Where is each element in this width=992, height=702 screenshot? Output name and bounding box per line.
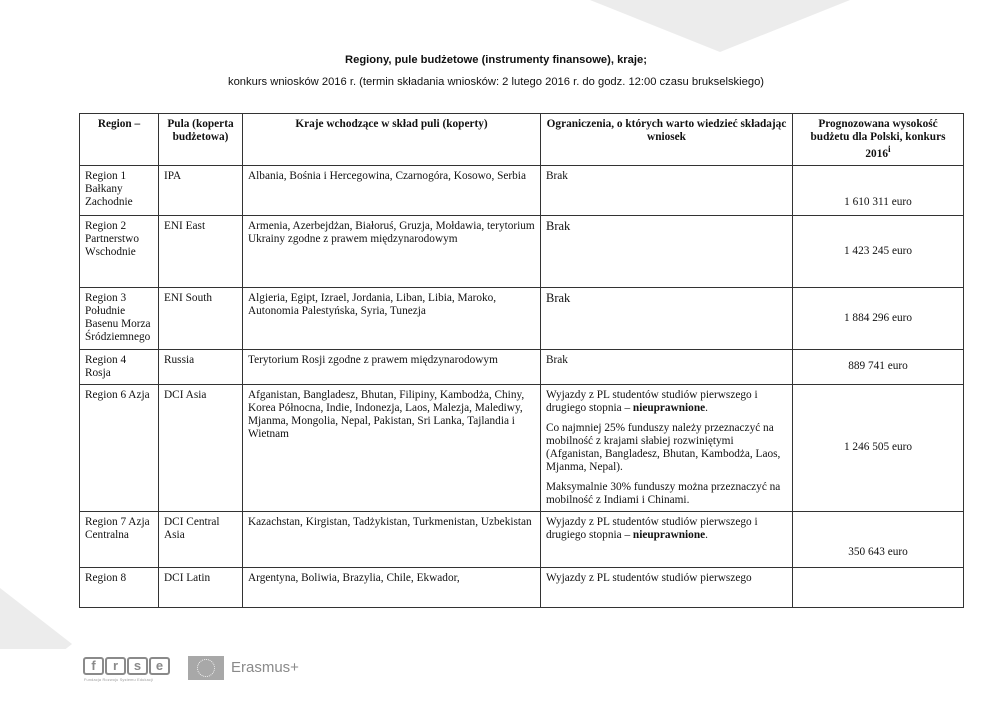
pool-cell: DCI Latin xyxy=(159,567,243,607)
region-cell: Region 1 Bałkany Zachodnie xyxy=(80,165,159,215)
pool-cell: ENI South xyxy=(159,287,243,349)
countries-cell: Afganistan, Bangladesz, Bhutan, Filipiny, Kambodża, Chiny, Korea Północna, Indie, Indonezja, Laos, Malezja, Malediwy, Mjanma, Mongolia, Nepal, Pakistan, Sri Lanka, Tajlandia i Wietnam xyxy=(243,384,541,511)
countries-cell: Albania, Bośnia i Hercegowina, Czarnogóra, Kosowo, Serbia xyxy=(243,165,541,215)
region-cell: Region 6 Azja xyxy=(80,384,159,511)
pool-cell: DCI Central Asia xyxy=(159,511,243,567)
document-title: Regiony, pule budżetowe (instrumenty finansowe), kraje; xyxy=(345,54,647,66)
pool-cell: DCI Asia xyxy=(159,384,243,511)
pool-cell: ENI East xyxy=(159,215,243,287)
region-cell: Region 2 Partnerstwo Wschodnie xyxy=(80,215,159,287)
limits-cell: Brak xyxy=(541,215,793,287)
erasmus-logo-text: Erasmus+ xyxy=(231,659,299,676)
region-cell: Region 7 Azja Centralna xyxy=(80,511,159,567)
budget-cell: 889 741 euro xyxy=(793,349,964,384)
table-row xyxy=(80,349,964,384)
limits-cell: Wyjazdy z PL studentów studiów pierwszego xyxy=(541,567,793,607)
header-limits: Ograniczenia, o których warto wiedzieć składając wniosek xyxy=(541,114,793,166)
header-countries: Kraje wchodzące w skład puli (koperty) xyxy=(243,114,541,166)
limits-paragraph: Wyjazdy z PL studentów studiów pierwszego i drugiego stopnia – nieuprawnione. xyxy=(546,388,758,414)
frse-logo-letter: f xyxy=(83,657,104,675)
table-row xyxy=(80,384,964,511)
table-row xyxy=(80,165,964,215)
countries-cell: Terytorium Rosji zgodne z prawem międzynarodowym xyxy=(243,349,541,384)
limits-cell: Brak xyxy=(541,349,793,384)
countries-cell: Algieria, Egipt, Izrael, Jordania, Liban, Libia, Maroko, Autonomia Palestyńska, Syria, Tunezja xyxy=(243,287,541,349)
region-cell: Region 3 Południe Basenu Morza Śródziemnego xyxy=(80,287,159,349)
table-row xyxy=(80,567,964,607)
eu-flag-icon xyxy=(188,656,224,680)
budget-cell: 1 610 311 euro xyxy=(793,165,964,215)
header-budget: Prognozowana wysokość budżetu dla Polski, konkurs 2016$^i$ xyxy=(793,114,964,166)
frse-logo-letter: s xyxy=(127,657,148,675)
limits-cell xyxy=(541,384,793,511)
limits-paragraph: Wyjazdy z PL studentów studiów pierwszego i drugiego stopnia – nieuprawnione. xyxy=(546,515,758,541)
region-cell: Region 4 Rosja xyxy=(80,349,159,384)
countries-cell: Armenia, Azerbejdżan, Białoruś, Gruzja, Mołdawia, terytorium Ukrainy zgodne z prawem międzynarodowym xyxy=(243,215,541,287)
footnote-marker: i xyxy=(887,145,891,155)
limits-paragraph: Co najmniej 25% funduszy należy przeznaczyć na mobilność z krajami słabiej rozwiniętymi (Afganistan, Bangladesz, Bhutan, Kambodża, Laos, Mjanma, Nepal). xyxy=(546,421,781,473)
pool-cell: Russia xyxy=(159,349,243,384)
budget-cell: 350 643 euro xyxy=(793,511,964,567)
frse-logo-letter: r xyxy=(105,657,126,675)
table-header-row xyxy=(80,114,964,166)
countries-cell: Argentyna, Boliwia, Brazylia, Chile, Ekwador, xyxy=(243,567,541,607)
table-row xyxy=(80,215,964,287)
budget-cell: 1 246 505 euro xyxy=(793,384,964,511)
budget-cell: 1 884 296 euro xyxy=(793,287,964,349)
frse-logo xyxy=(83,657,170,675)
document-subtitle: konkurs wniosków 2016 r. (termin składania wniosków: 2 lutego 2016 r. do godz. 12:00 czasu brukselskiego) xyxy=(227,76,765,88)
limits-cell: Brak xyxy=(541,287,793,349)
limits-paragraph: Maksymalnie 30% funduszy można przeznaczyć na mobilność z Indiami i Chinami. xyxy=(546,480,781,506)
decorative-triangle-top xyxy=(590,0,850,52)
region-cell: Region 8 xyxy=(80,567,159,607)
budget-cell: 1 423 245 euro xyxy=(793,215,964,287)
header-pool: Pula (koperta budżetowa) xyxy=(159,114,243,166)
limits-cell xyxy=(541,511,793,567)
budget-cell xyxy=(793,567,964,607)
frse-logo-letter: e xyxy=(149,657,170,675)
countries-cell: Kazachstan, Kirgistan, Tadżykistan, Turkmenistan, Uzbekistan xyxy=(243,511,541,567)
frse-subtitle: Fundacja Rozwoju Systemu Edukacji xyxy=(84,678,154,682)
table-row xyxy=(80,511,964,567)
table-row xyxy=(80,287,964,349)
pool-cell: IPA xyxy=(159,165,243,215)
regions-table xyxy=(79,113,964,608)
header-region: Region – xyxy=(80,114,159,166)
limits-cell: Brak xyxy=(541,165,793,215)
